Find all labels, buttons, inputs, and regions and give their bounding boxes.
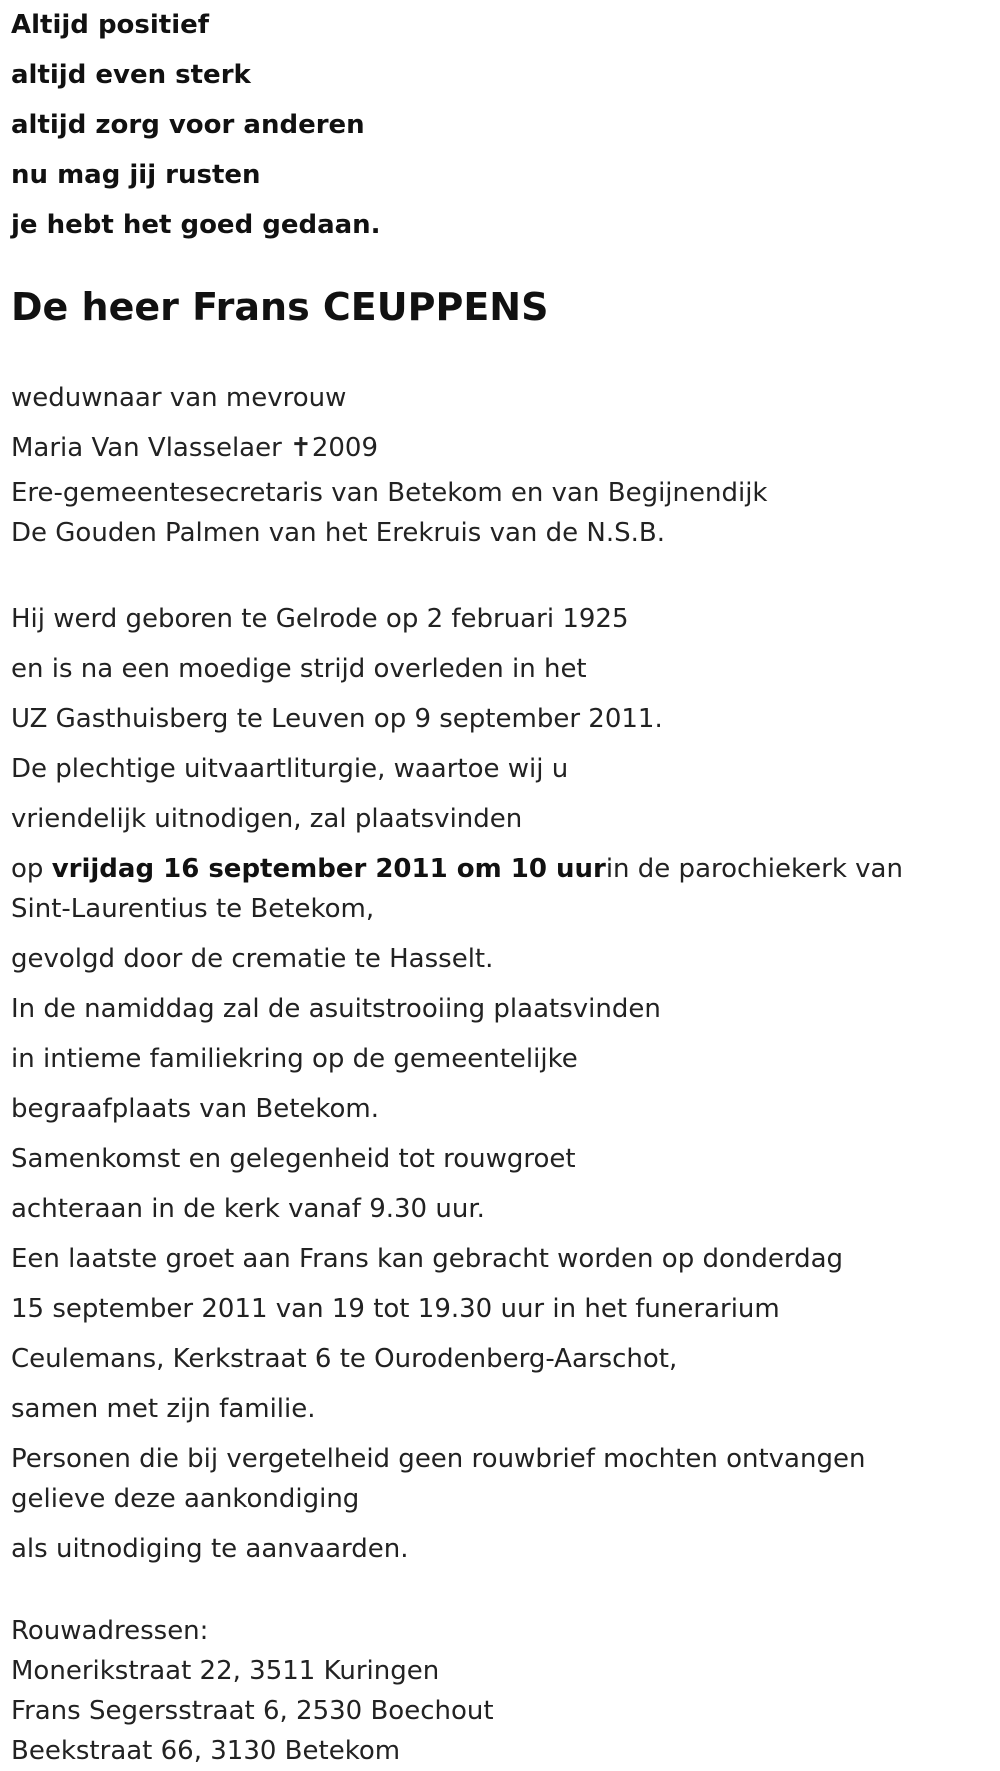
address-line: Beekstraat 66, 3130 Betekom <box>11 1736 401 1766</box>
text-line: en is na een moedige strijd overleden in het <box>11 654 587 684</box>
funeral-date: vrijdag 16 september 2011 om 10 uur <box>51 854 606 884</box>
funeral-location: in de parochiekerk van Sint-Laurentius te Betekom, <box>11 854 903 924</box>
birth-line: Hij werd geboren te Gelrode op 2 februari 1925 <box>11 604 629 634</box>
text-line: in intieme familiekring op de gemeentelijke <box>11 1044 578 1074</box>
text-line: als uitnodiging te aanvaarden. <box>11 1534 409 1564</box>
text-line: begraafplaats van Betekom. <box>11 1094 380 1124</box>
deceased-name-heading: De heer Frans CEUPPENS <box>11 285 549 329</box>
address-line: Frans Segersstraat 6, 2530 Boechout <box>11 1696 494 1726</box>
poem-line: je hebt het goed gedaan. <box>11 210 381 240</box>
text-line: gevolgd door de crematie te Hasselt. <box>11 944 494 974</box>
death-line: UZ Gasthuisberg te Leuven op 9 september 2011. <box>11 704 663 734</box>
text-line: vriendelijk uitnodigen, zal plaatsvinden <box>11 804 523 834</box>
honor-line: De Gouden Palmen van het Erekruis van de N.S.B. <box>11 518 665 548</box>
addresses-title: Rouwadressen: <box>11 1616 209 1646</box>
address-line: Monerikstraat 22, 3511 Kuringen <box>11 1656 440 1686</box>
text-line: 15 september 2011 van 19 tot 19.30 uur in het funerarium <box>11 1294 780 1324</box>
text-line: samen met zijn familie. <box>11 1394 316 1424</box>
text-line: achteraan in de kerk vanaf 9.30 uur. <box>11 1194 485 1224</box>
details-block <box>11 594 941 1574</box>
poem-line: altijd zorg voor anderen <box>11 110 365 140</box>
text-prefix: op <box>11 854 52 884</box>
text-line: Ceulemans, Kerkstraat 6 te Ourodenberg-Aarschot, <box>11 1344 678 1374</box>
funeral-date-line <box>11 844 941 934</box>
poem-line: Altijd positief <box>11 10 210 40</box>
intro-block <box>11 373 767 553</box>
text-line: Personen die bij vergetelheid geen rouwbrief mochten ontvangen gelieve deze aankondiging <box>11 1444 866 1514</box>
title-line: Ere-gemeentesecretaris van Betekom en van Begijnendijk <box>11 478 768 508</box>
poem <box>11 0 381 250</box>
poem-line: altijd even sterk <box>11 60 251 90</box>
text-line: Een laatste groet aan Frans kan gebracht worden op donderdag <box>11 1244 844 1274</box>
spouse-line: Maria Van Vlasselaer ✝2009 <box>11 433 379 463</box>
text-line: In de namiddag zal de asuitstrooiing plaatsvinden <box>11 994 661 1024</box>
text-line: Samenkomst en gelegenheid tot rouwgroet <box>11 1144 576 1174</box>
addresses-block <box>11 1611 494 1771</box>
widower-line: weduwnaar van mevrouw <box>11 383 347 413</box>
text-line: De plechtige uitvaartliturgie, waartoe wij u <box>11 754 569 784</box>
poem-line: nu mag jij rusten <box>11 160 261 190</box>
